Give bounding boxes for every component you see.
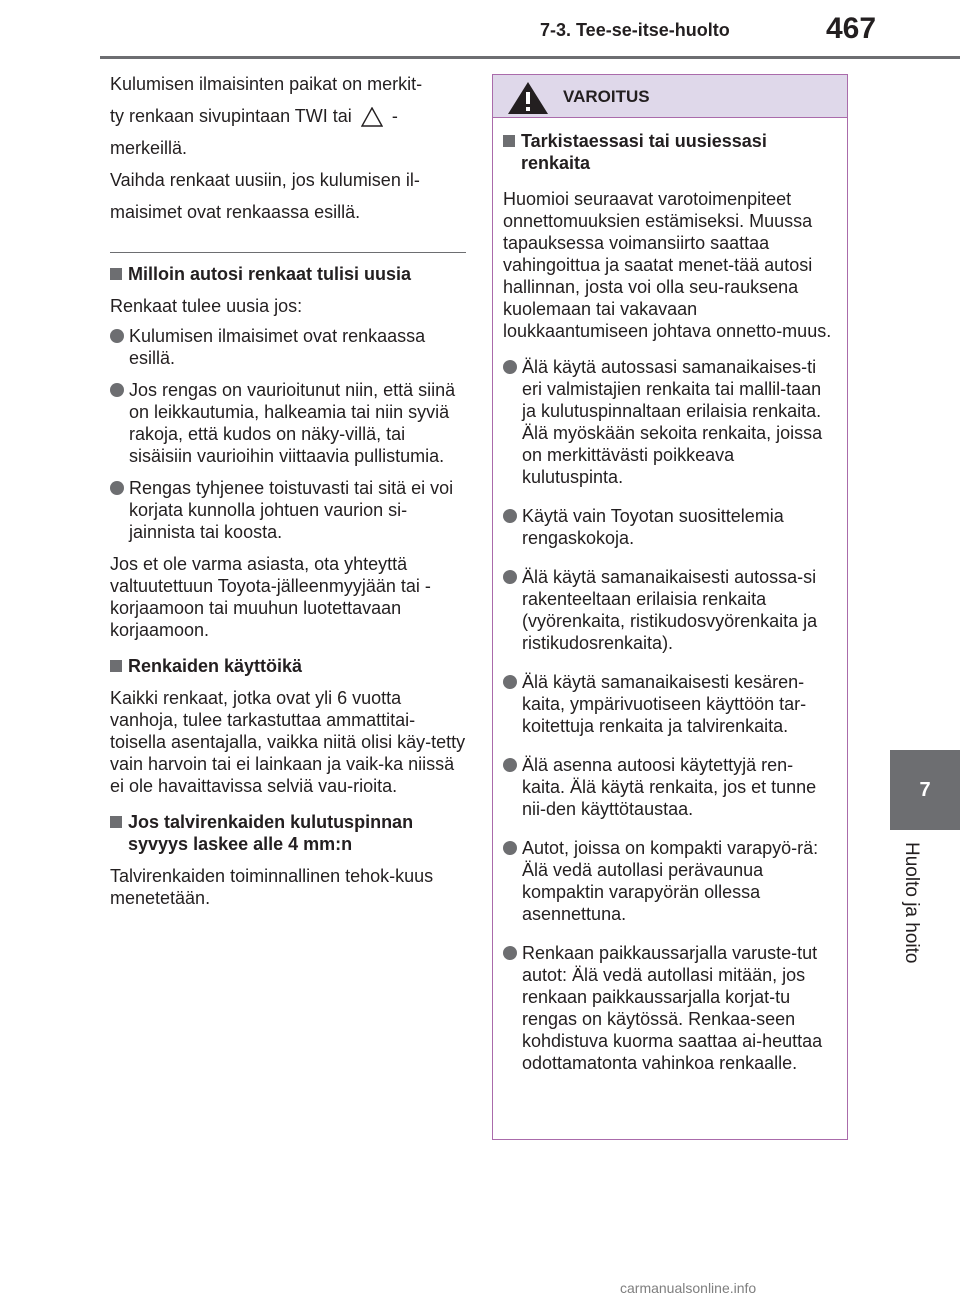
intro-line-1: Kulumisen ilmaisinten paikat on merkit- [110, 74, 423, 94]
page-number: 467 [826, 12, 877, 45]
warning-item-text: Autot, joissa on kompakti varapyö-rä: Älä vedä autollasi perävaunua kompaktin varapyörän ollessa asennettuna. [522, 838, 819, 924]
circle-bullet-icon [110, 481, 124, 495]
circle-bullet-icon [503, 841, 517, 855]
square-bullet-icon [110, 660, 122, 672]
section-heading [110, 655, 466, 677]
circle-bullet-icon [503, 509, 517, 523]
intro-line-2-text: ty renkaan sivupintaan TWI tai [110, 106, 352, 126]
square-bullet-icon [110, 268, 122, 280]
warning-icon [507, 81, 549, 115]
list-item [110, 477, 466, 543]
paragraph: Kaikki renkaat, jotka ovat yli 6 vuotta vanhoja, tulee tarkastuttaa ammattitai-toisella asentajalla, vaikka niitä olisi käy-tetty vain harvoin tai ei lainkaan ja vaik-ka niissä ei ole havaittavissa selviä vau-rioita. [110, 688, 466, 796]
warning-header [493, 75, 847, 118]
warning-box [492, 74, 848, 1140]
intro-line-2 [110, 100, 466, 132]
chapter-tab[interactable] [890, 750, 960, 830]
warning-item [503, 671, 835, 737]
warning-item [503, 754, 835, 820]
warning-item [503, 356, 835, 488]
intro-line-2-dash: - [391, 106, 398, 126]
circle-bullet-icon [503, 675, 517, 689]
warning-title: VAROITUS [563, 87, 650, 106]
square-bullet-icon [110, 816, 122, 828]
warning-item-text: Renkaan paikkaussarjalla varuste-tut autot: Älä vedä autollasi mitään, jos renkaan paikkaussarjalla korjat-tu rengas on käytössä. Renkaa-seen kohdistuva kuorma saattaa ai-heuttaa odottamatonta vahinkoa renkaalle. [522, 943, 823, 1073]
section-heading [110, 263, 466, 285]
warning-item-text: Älä käytä samanaikaisesti autossa-si rakenteeltaan erilaisia renkaita (vyörenkaita, ristikudosvyörenkaita ja ristikudosrenkaita). [522, 567, 818, 653]
section-divider [110, 252, 466, 253]
paragraph: Jos et ole varma asiasta, ota yhteyttä valtuutettuun Toyota-jälleenmyyjään tai -korjaamoon tai muuhun luotettavaan korjaamoon. [110, 554, 431, 640]
circle-bullet-icon [503, 570, 517, 584]
section-heading [110, 811, 466, 855]
warning-item [503, 942, 835, 1074]
watermark-footer[interactable]: carmanualsonline.info [620, 1280, 757, 1296]
warning-item-text: Älä käytä samanaikaisesti kesären-kaita, ympärivuotiseen käyttöön tar-koitettuja renkaita ja talvirenkaita. [522, 672, 807, 736]
warning-item [503, 505, 835, 549]
circle-bullet-icon [503, 758, 517, 772]
paragraph: Renkaat tulee uusia jos: [110, 296, 303, 316]
warning-item-text: Käytä vain Toyotan suosittelemia rengaskokoja. [522, 506, 784, 548]
chapter-number: 7 [919, 778, 931, 801]
list-item-text: Jos rengas on vaurioitunut niin, että siinä on leikkautumia, halkeamia tai niin syviä rakoja, että kudos on näky-villä, tai sisäisiin vaurioihin viittaavia pullistumia. [129, 380, 456, 466]
warning-item-text: Älä käytä autossasi samanaikaises-ti eri valmistajien renkaita tai mallil-taan ja kulutuspinnaltaan erilaisia renkaita. Älä myöskään sekoita renkaita, joissa on merkittävästi poikkeava kulutuspinta. [522, 357, 823, 487]
intro-line-3: merkeillä. [110, 138, 188, 158]
warning-item [503, 837, 835, 925]
circle-bullet-icon [110, 329, 124, 343]
circle-bullet-icon [110, 383, 124, 397]
paragraph: Talvirenkaiden toiminnallinen tehok-kuus menetetään. [110, 866, 434, 908]
list-item-text: Kulumisen ilmaisimet ovat renkaassa esillä. [129, 326, 426, 368]
section-heading-text: Renkaiden käyttöikä [128, 656, 303, 676]
warning-body [493, 118, 847, 1074]
chapter-label: Huolto ja hoito [901, 842, 922, 964]
warning-intro: Huomioi seuraavat varotoimenpiteet onnettomuuksien estämiseksi. Muussa tapauksessa voimansiirto saattaa vahingoittua ja saatat menet-tää autosi hallinnan, josta voi olla seu-rauksena kuolemaan tai vakavaan loukkaantumiseen johtava onnetto-muus. [503, 189, 832, 341]
section-heading-text: Milloin autosi renkaat tulisi uusia [128, 264, 412, 284]
intro-line-4: Vaihda renkaat uusiin, jos kulumisen il- [110, 170, 420, 190]
section-title: 7-3. Tee-se-itse-huolto [540, 20, 730, 40]
warning-subheading-text: Tarkistaessasi tai uusiessasi renkaita [521, 131, 767, 173]
intro-line-5: maisimet ovat renkaassa esillä. [110, 202, 361, 222]
list-item-text: Rengas tyhjenee toistuvasti tai sitä ei voi korjata kunnolla johtuen vaurion si-jainnista tai koosta. [129, 478, 454, 542]
circle-bullet-icon [503, 946, 517, 960]
section-heading-text: Jos talvirenkaiden kulutuspinnan syvyys laskee alle 4 mm:n [128, 812, 414, 854]
header-rule [100, 56, 960, 59]
circle-bullet-icon [503, 360, 517, 374]
warning-item [503, 566, 835, 654]
warning-item-text: Älä asenna autoosi käytettyjä ren-kaita. Älä käytä renkaita, jos et tunne nii-den käyttötaustaa. [522, 755, 817, 819]
triangle-mark-icon [361, 107, 383, 127]
warning-subheading [503, 130, 835, 174]
left-column [110, 68, 466, 917]
list-item [110, 379, 466, 467]
square-bullet-icon [503, 135, 515, 147]
list-item [110, 325, 466, 369]
